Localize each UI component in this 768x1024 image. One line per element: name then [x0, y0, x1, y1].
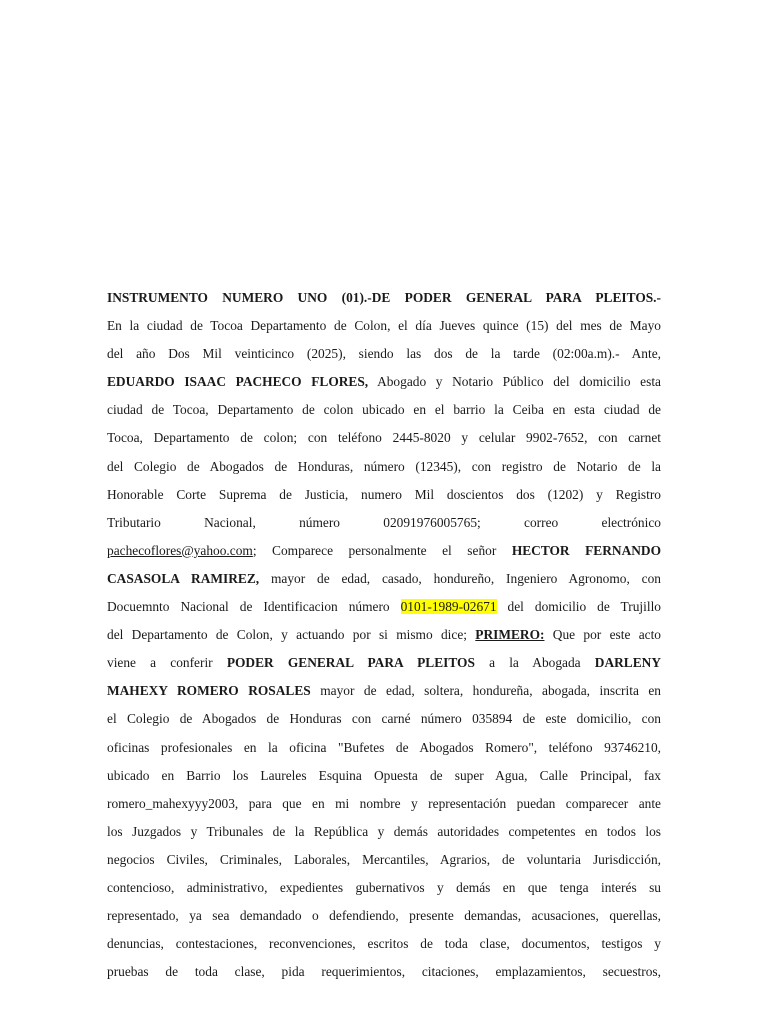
text-line: oficinas profesionales en la oficina "Bufetes de Abogados Romero", teléfono 93746210, [107, 739, 661, 755]
text-line: romero_mahexyyy2003, para que en mi nombre y representación puedan comparecer ante [107, 795, 661, 811]
text-span: mayor de edad, casado, hondureño, Ingeniero Agronomo, con [259, 570, 662, 586]
text-line: los Juzgados y Tribunales de la República y demás autoridades competentes en todos los [107, 823, 661, 839]
power-type: PODER GENERAL PARA PLEITOS [226, 655, 475, 671]
text-line: negocios Civiles, Criminales, Laborales, Mercantiles, Agrarios, de voluntaria Jurisdicción, [107, 851, 661, 867]
text-line: denuncias, contestaciones, reconvenciones, escritos de toda clase, documentos, testigos y [107, 936, 661, 952]
client-name: CASASOLA RAMIREZ, [107, 570, 260, 586]
text-span: Abogado y Notario Público del domicilio esta [368, 374, 662, 390]
text-line: del año Dos Mil veinticinco (2025), siendo las dos de la tarde (02:00a.m).- Ante, [107, 346, 661, 362]
text-span: mayor de edad, soltera, hondureña, abogada, inscrita en [310, 683, 662, 699]
text-span: viene a conferir [107, 655, 227, 671]
highlighted-id-number: 0101-1989-02671 [400, 599, 497, 615]
text-line: En la ciudad de Tocoa Departamento de Colon, el día Jueves quince (15) del mes de Mayo [107, 318, 661, 334]
notary-name: EDUARDO ISAAC PACHECO FLORES, [107, 374, 369, 390]
text-line: ubicado en Barrio los Laureles Esquina Opuesta de super Agua, Calle Principal, fax [107, 767, 661, 783]
text-span: ; Comparece personalmente el señor [252, 542, 512, 558]
text-line [107, 565, 661, 593]
text-line: Tocoa, Departamento de colon; con teléfono 2445-8020 y celular 9902-7652, con carnet [107, 430, 661, 446]
clause-label-primero: PRIMERO: [475, 627, 545, 643]
email-link[interactable]: pachecoflores@yahoo.com [107, 542, 253, 558]
text-span: Que por este acto [544, 627, 661, 643]
text-line: ciudad de Tocoa, Departamento de colon ubicado en el barrio la Ceiba en esta ciudad de [107, 402, 661, 418]
document-heading: INSTRUMENTO NUMERO UNO (01).-DE PODER GENERAL PARA PLEITOS.- [107, 290, 661, 305]
text-line [107, 677, 661, 705]
attorney-name: DARLENY [594, 655, 661, 671]
text-line: el Colegio de Abogados de Honduras con carné número 035894 de este domicilio, con [107, 711, 661, 727]
client-name: HECTOR FERNANDO [511, 542, 661, 558]
document-body [107, 284, 661, 986]
text-line: representado, ya sea demandado o defendiendo, presente demandas, acusaciones, querellas, [107, 908, 661, 924]
text-span: Docuemnto Nacional de Identificacion número [107, 599, 401, 615]
text-span: del domicilio de Trujillo [496, 599, 661, 615]
text-line [107, 593, 661, 621]
text-span: del Departamento de Colon, y actuando por si mismo dice; [107, 627, 476, 643]
text-line: contencioso, administrativo, expedientes gubernativos y demás en que tenga interés su [107, 879, 661, 895]
text-line [107, 621, 661, 649]
text-line [107, 649, 661, 677]
text-line: Honorable Corte Suprema de Justicia, numero Mil doscientos dos (1202) y Registro [107, 486, 661, 502]
text-line [107, 368, 661, 396]
text-line: del Colegio de Abogados de Honduras, número (12345), con registro de Notario de la [107, 458, 661, 474]
text-line: pruebas de toda clase, pida requerimientos, citaciones, emplazamientos, secuestros, [107, 964, 661, 980]
text-line [107, 537, 661, 565]
attorney-name: MAHEXY ROMERO ROSALES [107, 683, 311, 699]
text-span: a la Abogada [474, 655, 595, 671]
text-line: Tributario Nacional, número 02091976005765; correo electrónico [107, 514, 661, 530]
